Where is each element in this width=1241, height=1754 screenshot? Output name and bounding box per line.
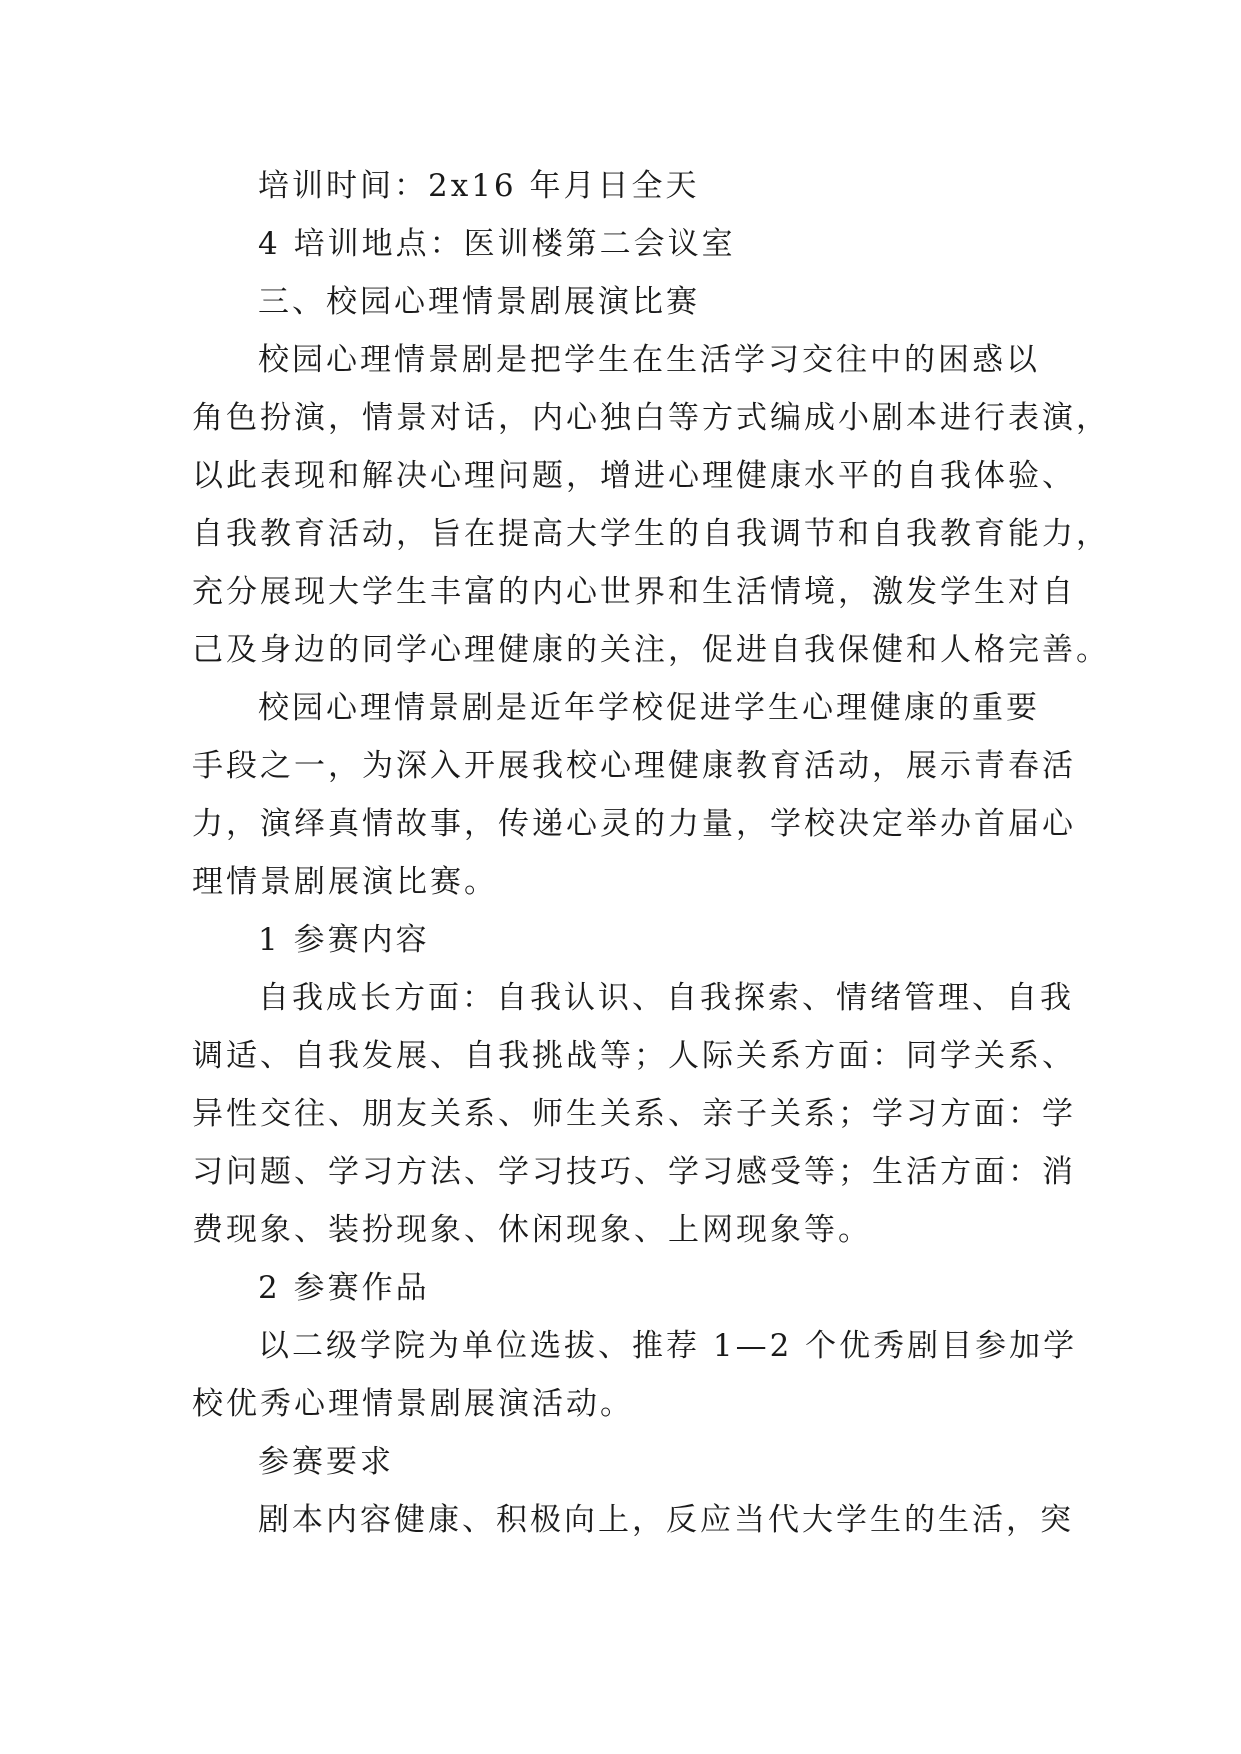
paragraph-line: 异性交往、朋友关系、师生关系、亲子关系；学习方面：学 — [192, 1096, 1076, 1132]
subheading-contest-content: 1 参赛内容 — [258, 922, 430, 958]
paragraph-line: 自我成长方面：自我认识、自我探索、情绪管理、自我 — [258, 980, 1074, 1016]
subheading-requirements: 参赛要求 — [258, 1444, 394, 1480]
paragraph-line: 习问题、学习方法、学习技巧、学习感受等；生活方面：消 — [192, 1154, 1076, 1190]
paragraph-line: 剧本内容健康、积极向上，反应当代大学生的生活，突 — [258, 1502, 1074, 1538]
paragraph-line: 校园心理情景剧是近年学校促进学生心理健康的重要 — [258, 690, 1040, 726]
paragraph-line: 以二级学院为单位选拔、推荐 1—2 个优秀剧目参加学 — [258, 1328, 1078, 1364]
training-time-line: 培训时间：2x16 年月日全天 — [258, 168, 700, 204]
paragraph-line: 力，演绎真情故事，传递心灵的力量，学校决定举办首届心 — [192, 806, 1076, 842]
paragraph-line: 以此表现和解决心理问题，增进心理健康水平的自我体验、 — [192, 458, 1076, 494]
paragraph-line: 理情景剧展演比赛。 — [192, 864, 498, 900]
paragraph-line: 自我教育活动，旨在提高大学生的自我调节和自我教育能力， — [192, 516, 1110, 552]
paragraph-line: 充分展现大学生丰富的内心世界和生活情境，激发学生对自 — [192, 574, 1076, 610]
paragraph-line: 调适、自我发展、自我挑战等；人际关系方面：同学关系、 — [192, 1038, 1076, 1074]
paragraph-line: 费现象、装扮现象、休闲现象、上网现象等。 — [192, 1212, 872, 1248]
paragraph-line: 己及身边的同学心理健康的关注，促进自我保健和人格完善。 — [192, 632, 1110, 668]
paragraph-line: 角色扮演，情景对话，内心独白等方式编成小剧本进行表演， — [192, 400, 1110, 436]
subheading-contest-works: 2 参赛作品 — [258, 1270, 430, 1306]
paragraph-line: 校园心理情景剧是把学生在生活学习交往中的困惑以 — [258, 342, 1040, 378]
training-location-line: 4 培训地点：医训楼第二会议室 — [258, 226, 736, 262]
section-heading-3: 三、校园心理情景剧展演比赛 — [258, 284, 700, 320]
paragraph-line: 校优秀心理情景剧展演活动。 — [192, 1386, 634, 1422]
paragraph-line: 手段之一，为深入开展我校心理健康教育活动，展示青春活 — [192, 748, 1076, 784]
